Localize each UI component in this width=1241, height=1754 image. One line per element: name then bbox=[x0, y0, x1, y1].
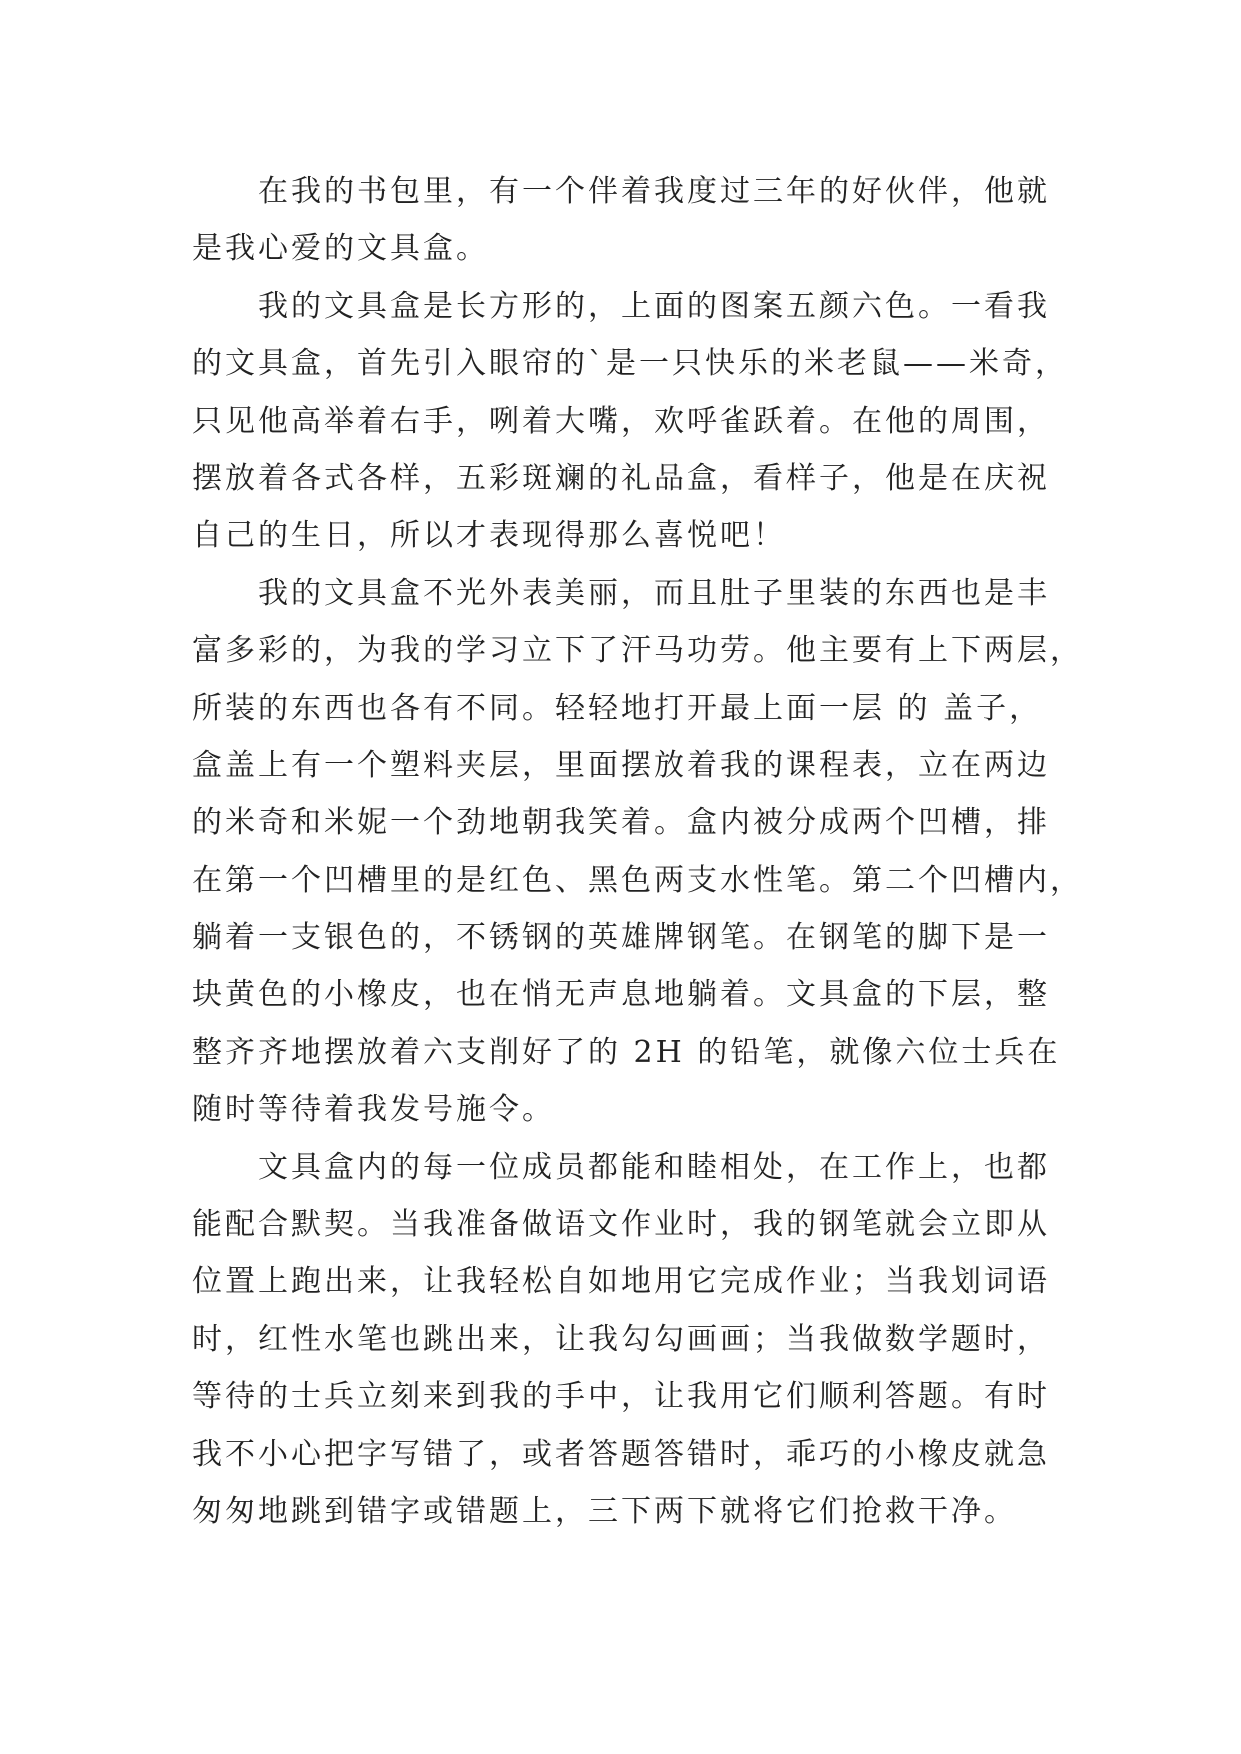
text-line: 在我的书包里，有一个伴着我度过三年的好伙伴，他就 bbox=[258, 174, 1050, 209]
text-line: 摆放着各式各样，五彩斑斓的礼品盒，看样子，他是在庆祝 bbox=[192, 460, 1050, 496]
text-line: 文具盒内的每一位成员都能和睦相处，在工作上，也都 bbox=[258, 1149, 1050, 1185]
text-line: 等待的士兵立刻来到我的手中，让我用它们顺利答题。有时 bbox=[192, 1379, 1050, 1415]
text-line: 整齐齐地摆放着六支削好了的 2H 的铅笔，就像六位士兵在 bbox=[192, 1034, 1061, 1070]
text-line: 我不小心把字写错了，或者答题答错时，乖巧的小橡皮就急 bbox=[192, 1436, 1050, 1472]
paragraph-1 bbox=[192, 163, 1052, 278]
text-line: 匆匆地跳到错字或错题上，三下两下就将它们抢救干净。 bbox=[192, 1493, 1017, 1529]
text-line: 时，红性水笔也跳出来，让我勾勾画画；当我做数学题时， bbox=[192, 1321, 1050, 1357]
text-line: 富多彩的，为我的学习立下了汗马功劳。他主要有上下两层， bbox=[192, 633, 1083, 669]
text-line: 块黄色的小橡皮，也在悄无声息地躺着。文具盒的下层，整 bbox=[192, 977, 1050, 1013]
text-line: 能配合默契。当我准备做语文作业时，我的钢笔就会立即从 bbox=[192, 1207, 1050, 1243]
text-line: 我的文具盒不光外表美丽，而且肚子里装的东西也是丰 bbox=[258, 575, 1050, 611]
document-body bbox=[192, 163, 1083, 1540]
text-line: 所装的东西也各有不同。轻轻地打开最上面一层 的 盖子， bbox=[192, 690, 1043, 726]
text-line: 我的文具盒是长方形的，上面的图案五颜六色。一看我 bbox=[258, 288, 1050, 324]
paragraph-3 bbox=[192, 565, 1083, 1139]
text-line: 躺着一支银色的，不锈钢的英雄牌钢笔。在钢笔的脚下是一 bbox=[192, 920, 1050, 956]
text-line: 只见他高举着右手，咧着大嘴，欢呼雀跃着。在他的周围， bbox=[192, 403, 1050, 439]
text-line: 的文具盒，首先引入眼帘的`是一只快乐的米老鼠——米奇， bbox=[192, 346, 1068, 382]
paragraph-2 bbox=[192, 278, 1068, 565]
text-line: 随时等待着我发号施令。 bbox=[192, 1092, 555, 1128]
text-line: 自己的生日，所以才表现得那么喜悦吧！ bbox=[192, 518, 786, 554]
paragraph-4 bbox=[192, 1139, 1052, 1541]
text-line: 的米奇和米妮一个劲地朝我笑着。盒内被分成两个凹槽，排 bbox=[192, 805, 1050, 841]
text-line: 盒盖上有一个塑料夹层，里面摆放着我的课程表，立在两边 bbox=[192, 747, 1050, 783]
text-line: 位置上跑出来，让我轻松自如地用它完成作业；当我划词语 bbox=[192, 1264, 1050, 1300]
text-line: 在第一个凹槽里的是红色、黑色两支水性笔。第二个凹槽内， bbox=[192, 862, 1083, 898]
text-line: 是我心爱的文具盒。 bbox=[192, 231, 489, 267]
